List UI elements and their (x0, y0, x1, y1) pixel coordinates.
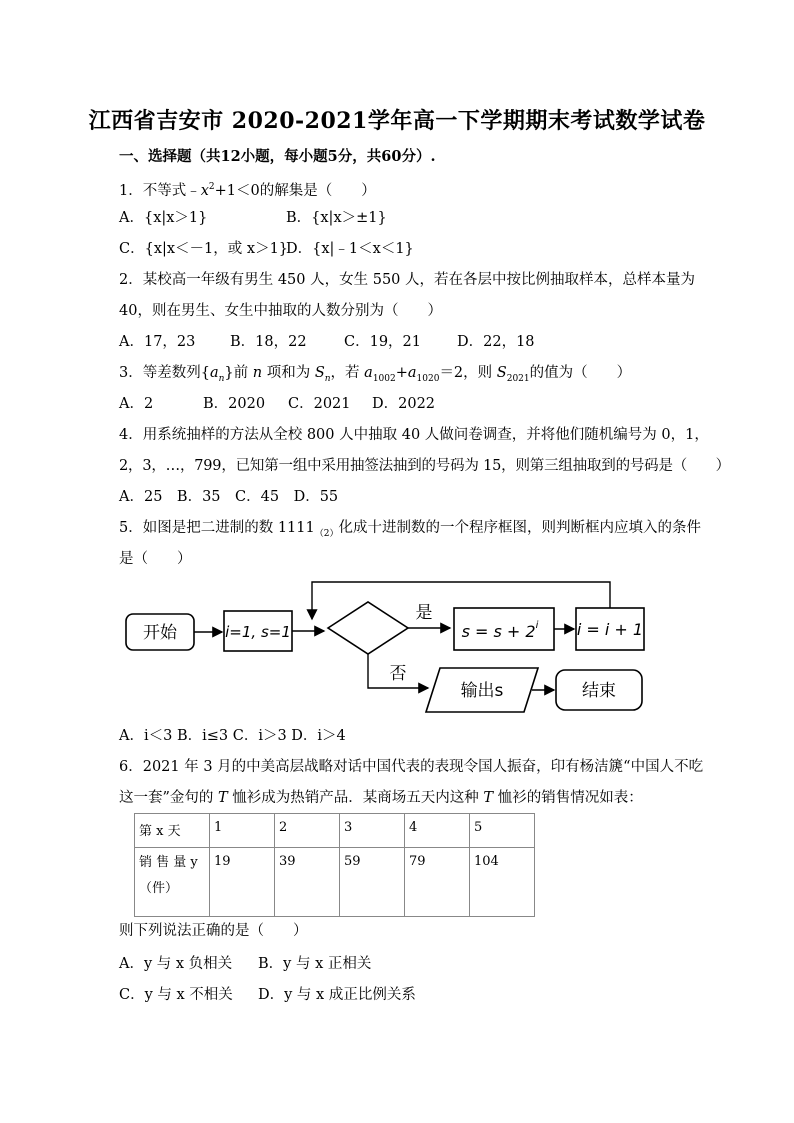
sales-label: 销 售 量 y (139, 855, 198, 870)
q6-stem-line1: 6．2021 年 3 月的中美高层战略对话中国代表的表现令国人振奋，印有杨洁篪“中国人不吃 (119, 759, 704, 775)
table-row (135, 848, 535, 917)
q1-stem-tail: +1＜0的解集是（ ） (214, 182, 376, 199)
q6-option-b: B．y 与 x 正相关 (258, 956, 372, 972)
q1-option-c: C．{x|x＜－1，或 x＞1} (119, 241, 289, 257)
init-label: i=1, s=1 (225, 623, 291, 641)
q5-options: A．i＜3 B．i≤3 C．i＞3 D．i＞4 (119, 728, 346, 744)
q3-var-a: a (364, 365, 373, 381)
q3-sub-n: n (324, 373, 331, 384)
q1-options-row1 (119, 208, 387, 228)
q6-question: 则下列说法正确的是（ ） (119, 923, 308, 939)
q6-option-c: C．y 与 x 不相关 (119, 987, 233, 1003)
q2-options (119, 332, 535, 352)
q3-text: ，若 (330, 365, 365, 381)
table-cell: 104 (470, 848, 535, 917)
table-row (135, 814, 535, 848)
q3-var-s: S (496, 365, 507, 381)
q2-stem-line1: 2．某校高一年级有男生 450 人，女生 550 人，若在各层中按比例抽取样本，总样本量为 (119, 272, 696, 288)
q2-option-c: C．19，21 (344, 334, 421, 350)
q3-var-n: n (252, 365, 263, 381)
decision-diamond (328, 602, 408, 654)
q3-sub: 1002 (372, 373, 396, 384)
q1-stem-text: 1．不等式﹣ (119, 182, 201, 199)
q2-option-b: B．18，22 (230, 334, 307, 350)
table-header-sales (135, 848, 210, 917)
sales-unit: （件） (139, 881, 179, 896)
table-cell: 5 (470, 814, 535, 848)
q3-sub: 2021 (506, 373, 530, 384)
increment-label: i = i + 1 (576, 620, 644, 639)
q4-stem-line1: 4．用系统抽样的方法从全校 800 人中抽取 40 人做问卷调查，并将他们随机编号为 0，1， (119, 427, 709, 443)
q6-text: 恤衫的销售情况如表： (493, 790, 643, 806)
q6-option-d: D．y 与 x 成正比例关系 (258, 987, 416, 1003)
q6-text: 恤衫成为热销产品．某商场五天内这种 (227, 790, 484, 806)
q1-option-a: A．{x|x＞1} (119, 210, 208, 226)
table-cell: 4 (405, 814, 470, 848)
q2-stem-line2: 40，则在男生、女生中抽取的人数分别为（ ） (119, 303, 442, 319)
table-cell: 2 (275, 814, 340, 848)
table-cell: 59 (340, 848, 405, 917)
process-sum-text: s = s + 2 (461, 622, 536, 641)
process-sum-label (462, 620, 539, 641)
start-label: 开始 (143, 623, 177, 643)
q6-option-a: A．y 与 x 负相关 (119, 956, 233, 972)
q5-stem-line2: 是（ ） (119, 551, 192, 567)
sales-table (134, 813, 535, 917)
table-cell: 3 (340, 814, 405, 848)
q5-text: 化成十进制数的一个程序框图，则判断框内应填入的条件 (338, 520, 701, 536)
q3-option-d: D．2022 (372, 396, 436, 412)
q3-option-c: C．2021 (288, 396, 351, 412)
no-label: 否 (389, 664, 407, 684)
q6-var-t: T (218, 790, 228, 806)
q2-option-a: A．17，23 (119, 334, 196, 350)
table-cell: 79 (405, 848, 470, 917)
program-flowchart (118, 576, 648, 718)
q3-text: 的值为（ ） (529, 365, 632, 381)
q3-text: 3．等差数列{ (119, 365, 210, 381)
q3-text: 项和为 (262, 365, 315, 381)
q3-sub: 1020 (416, 373, 440, 384)
q1-exponent: 2 (208, 182, 215, 192)
end-label: 结束 (582, 681, 616, 701)
q1-stem (119, 177, 376, 201)
exam-title: 江西省吉安市 2020-2021学年高一下学期期末考试数学试卷 (88, 108, 706, 134)
q6-options-row1 (119, 954, 371, 974)
q1-option-b: B．{x|x＞±1} (286, 210, 387, 226)
q4-options: A．25 B．35 C．45 D．55 (119, 489, 339, 505)
process-sum-exponent: i (535, 620, 539, 631)
output-label: 输出s (460, 681, 504, 701)
q3-var-a: a (407, 365, 417, 381)
q1-var: x (200, 182, 209, 199)
q1-options-row2 (119, 239, 414, 259)
q3-sub-n: n (218, 373, 225, 384)
table-cell: 1 (210, 814, 275, 848)
q6-options-row2 (119, 985, 416, 1005)
yes-label: 是 (415, 603, 433, 623)
q3-option-a: A．2 (119, 396, 154, 412)
table-header-day: 第 x 天 (135, 814, 210, 848)
q6-text: 这一套”金句的 (119, 790, 219, 806)
q5-base-sub: （2） (314, 528, 339, 539)
section-heading: 一、选择题（共12小题，每小题5分，共60分）. (119, 148, 436, 165)
q1-option-d: D．{x|﹣1＜x＜1} (286, 241, 414, 257)
q3-plus: + (395, 365, 408, 381)
q6-var-t: T (483, 790, 494, 806)
q5-text: 5．如图是把二进制的数 1111 (119, 520, 315, 536)
table-cell: 39 (275, 848, 340, 917)
q3-text: }前 (224, 365, 253, 381)
q3-var-a: a (209, 365, 219, 381)
q5-stem-line1 (119, 518, 701, 544)
q3-options (119, 394, 435, 414)
q3-stem (119, 363, 631, 389)
q3-option-b: B．2020 (203, 396, 266, 412)
q3-var-s: S (314, 365, 325, 381)
q3-text: ＝2，则 (439, 365, 497, 381)
q2-option-d: D．22，18 (457, 334, 535, 350)
q4-stem-line2: 2，3，…，799，已知第一组中采用抽签法抽到的号码为 15，则第三组抽取到的号码是（ ） (119, 458, 730, 474)
q6-stem-line2 (119, 788, 643, 808)
table-cell: 19 (210, 848, 275, 917)
